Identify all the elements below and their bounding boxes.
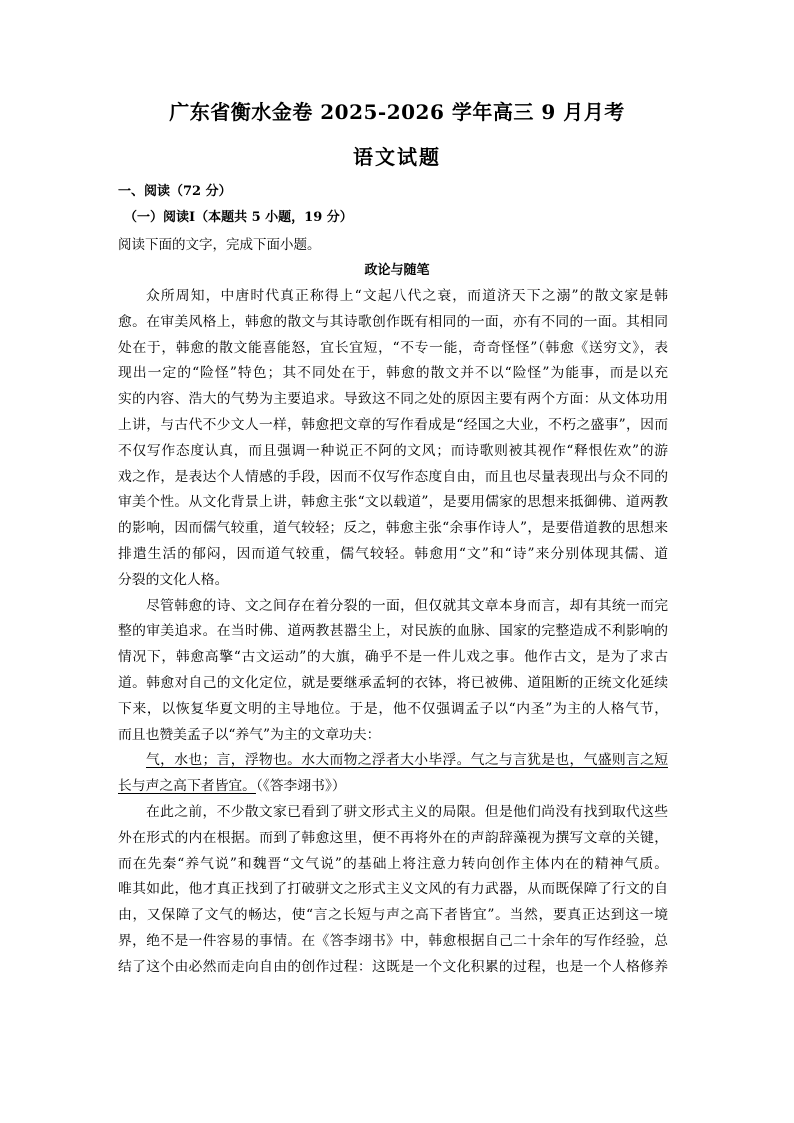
quotation-source: （《答李翊书》） [255, 778, 346, 795]
exam-subtitle: 语文试题 [353, 145, 441, 169]
paragraph-line: 上讲，与古代不少文人一样，韩愈把文章的写作看成是“经国之大业，不朽之盛事”，因而 [118, 416, 668, 433]
paragraph-line: 而在先秦“养气说”和魏晋“文气说”的基础上将注意力转向创作主体内在的精神气质。 [118, 855, 668, 872]
instruction-text: 阅读下面的文字，完成下面小题。 [118, 237, 321, 253]
exam-title: 广东省衡水金卷 2025-2026 学年高三 9 月月考 [169, 100, 625, 124]
paragraph-line: 众所周知，中唐时代真正称得上“文起八代之衰，而道济天下之溺”的散文家是韩 [146, 288, 668, 304]
paragraph-line: 戏之作，是表达个人情感的手段，因而不仅写作态度自由，而且也尽量表现出与众不同的 [118, 468, 668, 485]
paragraph-line: 现出一定的“险怪”特色；其不同处在于，韩愈的散文并不以“险怪”为能事，而是以充 [118, 365, 668, 382]
paragraph-line: 尽管韩愈的诗、文之间存在着分裂的一面，但仅就其文章本身而言，却有其统一而完 [146, 597, 668, 614]
paragraph-line: 情况下，韩愈高擎“古文运动”的大旗，确乎不是一件儿戏之事。他作古文，是为了求古 [118, 649, 668, 666]
paragraph-line: 的影响，因而儒气较重，道气较轻；反之，韩愈主张“余事作诗人”，是要借道教的思想来 [118, 520, 668, 537]
paragraph-line: 实的内容、浩大的气势为主要追求。导致这不同之处的原因主要有两个方面：从文体功用 [118, 391, 668, 408]
paragraph-line: 分裂的文化人格。 [118, 571, 229, 588]
section-heading: 一、阅读（72 分） [118, 184, 232, 199]
subsection-heading: （一）阅读Ⅰ（本题共 5 小题，19 分） [124, 210, 353, 225]
paragraph-line: 结了这个由必然而走向自由的创作过程：这既是一个文化积累的过程，也是一个人格修养 [118, 958, 668, 975]
quotation-line [118, 774, 668, 800]
paragraph-line: 界，绝不是一件容易的事情。在《答李翊书》中，韩愈根据自己二十余年的写作经验，总 [118, 932, 668, 949]
quotation-line [118, 748, 668, 774]
paragraph-line: 下来，以恢复华夏文明的主导地位。于是，他不仅强调孟子以“内圣”为主的人格气节， [118, 700, 668, 717]
article-body [118, 284, 668, 981]
quotation-text: 长与声之高下者皆宜。 [118, 778, 256, 795]
paragraph-line: 处在于，韩愈的散文能喜能怒，宜长宜短，“不专一能，奇奇怪怪”（韩愈《送穷文》，表 [118, 339, 668, 356]
paragraph-line: 由，又保障了文气的畅达，使“言之长短与声之高下者皆宜”。当然，要真正达到这一境 [118, 907, 668, 924]
paragraph-line: 审美个性。从文化背景上讲，韩愈主张“文以载道”，是要用儒家的思想来抵御佛、道两教 [118, 494, 668, 511]
paragraph-line: 愈。在审美风格上，韩愈的散文与其诗歌创作既有相同的一面，亦有不同的一面。其相同 [118, 313, 668, 330]
paragraph-line: 唯其如此，他才真正找到了打破骈文之形式主义文风的有力武器，从而既保障了行文的自 [118, 881, 668, 898]
article-title: 政论与随笔 [364, 263, 430, 278]
paragraph-line: 排遣生活的郁闷，因而道气较重，儒气较轻。韩愈用“文”和“诗”来分别体现其儒、道 [118, 545, 668, 562]
paragraph-line: 整的审美追求。在当时佛、道两教甚嚣尘上，对民族的血脉、国家的完整造成不利影响的 [118, 623, 668, 640]
paragraph-line: 外在形式的内在根据。而到了韩愈这里，便不再将外在的声韵辞藻视为撰写文章的关键， [118, 829, 668, 846]
paragraph-line: 不仅写作态度认真，而且强调一种说正不阿的文风；而诗歌则被其视作“释恨佐欢”的游 [118, 442, 668, 459]
quotation-text: 气，水也；言，浮物也。水大而物之浮者大小毕浮。气之与言犹是也，气盛则言之短 [146, 752, 668, 769]
paragraph-line: 道。韩愈对自己的文化定位，就是要继承孟轲的衣钵，将已被佛、道阻断的正统文化延续 [118, 674, 668, 691]
paragraph-line: 在此之前，不少散文家已看到了骈文形式主义的局限。但是他们尚没有找到取代这些 [146, 803, 668, 820]
paragraph-line: 而且也赞美孟子以“养气”为主的文章功夫： [118, 726, 381, 743]
